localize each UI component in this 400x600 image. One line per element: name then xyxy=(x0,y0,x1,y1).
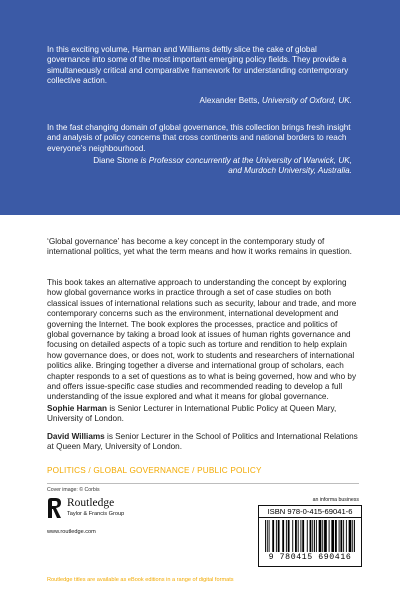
barcode-bar xyxy=(329,520,330,552)
author-bio-2 xyxy=(47,432,361,453)
endorsement-attribution-1 xyxy=(200,96,352,106)
intro-paragraph: ‘Global governance’ has become a key concept in the contemporary study of international politics, yet what the term means and how it works remains in question. xyxy=(47,237,352,257)
author-bio-1 xyxy=(47,404,361,425)
isbn-divider xyxy=(259,517,361,518)
barcode-bar xyxy=(322,520,323,552)
author-bio-text: is Senior Lecturer in International Public Policy at Queen Mary, University of London. xyxy=(47,404,337,424)
barcode-bar xyxy=(349,520,352,552)
publisher-logo xyxy=(47,497,157,527)
barcode-bar xyxy=(331,520,334,552)
author-bio-text: is Senior Lecturer in the School of Politics and International Relations at Queen Mary, University of London. xyxy=(47,432,358,452)
barcode-bar xyxy=(354,520,355,552)
divider xyxy=(47,483,359,484)
publisher-name: Routledge xyxy=(67,497,115,509)
barcode-bar xyxy=(324,520,327,552)
barcode xyxy=(265,520,355,552)
endorser-affiliation-cont: and Murdoch University, Australia. xyxy=(228,166,352,176)
barcode-bar xyxy=(286,520,287,552)
barcode-bar xyxy=(292,520,293,552)
endorser-name: Diane Stone xyxy=(93,156,141,165)
barcode-number: 9 780415 690416 xyxy=(268,553,352,562)
barcode-bar xyxy=(295,520,297,552)
barcode-bar xyxy=(343,520,344,552)
barcode-bar xyxy=(335,520,337,552)
endorsement-quote-2: In the fast changing domain of global governance, this collection brings fresh insight and analysis of policy concerns that cross continents and national borders to reach everyone’s neighbourhood. xyxy=(47,123,351,153)
endorser-affiliation: is Professor concurrently at the University of Warwick, UK, xyxy=(140,156,352,165)
barcode-bar xyxy=(302,520,304,552)
description-paragraph: This book takes an alternative approach to understanding the concept by exploring how global governance works in practice through a set of case studies on both classical issues of international relations such as security, labour and trade, and more contemporary concerns such as the environment, international development and governing the Internet. The book explores the processes, practice and politics of global governance by taking a broad look at issues of human rights governance and focusing on detailed aspects of a topic such as torture and rendition to help explain how governance does, or does not, work to students and researchers of international politics alike. Bringing together a diverse and international group of scholars, each chapter responds to a set of questions as to what is being governed, how and who by and offers issue-specific case studies and recommended reading to develop a full understanding of the issue explored and what it means for global governance. xyxy=(47,278,357,402)
subject-categories: POLITICS / GLOBAL GOVERNANCE / PUBLIC POLICY xyxy=(47,466,262,475)
parent-company: an informa business xyxy=(312,497,359,503)
barcode-bar xyxy=(282,520,284,552)
barcode-bar xyxy=(265,520,266,552)
barcode-bar xyxy=(340,520,342,552)
barcode-bar xyxy=(267,520,268,552)
endorsement-quote-1: In this exciting volume, Harman and Williams deftly slice the cake of global governance into some of the most important emerging policy fields. They provide a simultaneously critical and comparative framework for understanding contemporary collective action. xyxy=(47,45,349,86)
endorsement-attribution-2 xyxy=(93,156,352,177)
barcode-bar xyxy=(269,520,270,552)
barcode-bar xyxy=(272,520,274,552)
barcode-bar xyxy=(339,520,340,552)
barcode-bar xyxy=(300,520,301,552)
isbn-barcode-box xyxy=(258,505,362,567)
author-name: Sophie Harman xyxy=(47,404,108,413)
ebook-notice: Routledge titles are available as eBook editions in a range of digital formats xyxy=(47,577,234,583)
barcode-bar xyxy=(319,520,322,552)
barcode-bar xyxy=(298,520,299,552)
barcode-bar xyxy=(316,520,317,552)
barcode-bar xyxy=(312,520,313,552)
publisher-url: www.routledge.com xyxy=(47,529,96,535)
barcode-bar xyxy=(352,520,353,552)
barcode-bar xyxy=(310,520,312,552)
barcode-bar xyxy=(276,520,277,552)
barcode-bar xyxy=(346,520,347,552)
publisher-group: Taylor & Francis Group xyxy=(67,511,125,517)
barcode-bar xyxy=(288,520,290,552)
isbn-label: ISBN 978-0-415-69041-6 xyxy=(267,507,353,516)
barcode-bar xyxy=(307,520,308,552)
endorser-name: Alexander Betts, xyxy=(199,96,262,105)
endorsement-panel xyxy=(0,0,400,215)
barcode-bar xyxy=(314,520,315,552)
endorser-affiliation: University of Oxford, UK. xyxy=(261,96,352,105)
barcode-bar xyxy=(278,520,280,552)
author-name: David Williams xyxy=(47,432,105,441)
routledge-logo-icon xyxy=(47,497,63,519)
cover-image-credit: Cover image: © Corbis xyxy=(47,487,100,493)
